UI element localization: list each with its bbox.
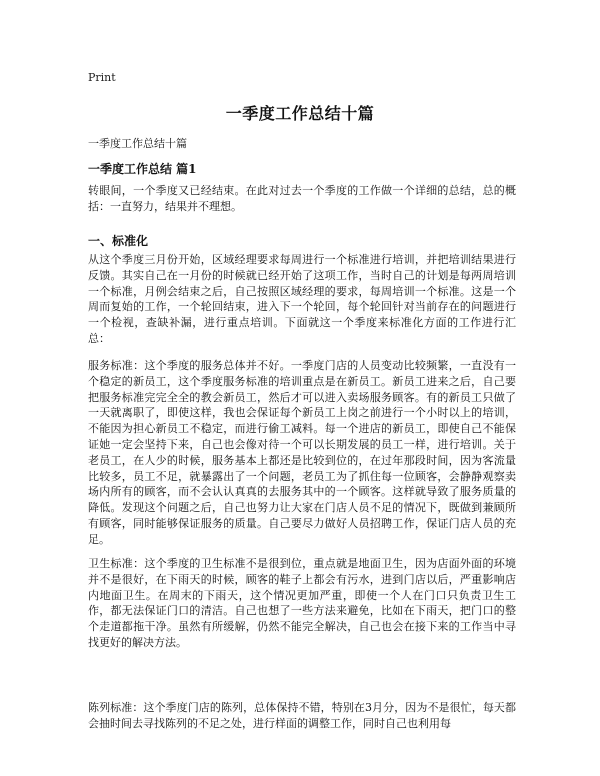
paragraph-intro: 转眼间，一个季度又已经结束。在此对过去一个季度的工作做一个详细的总结，总的概括：一直努力，结果并不理想。 <box>88 184 516 213</box>
document-subtitle: 一季度工作总结十篇 <box>88 137 187 150</box>
page-title: 一季度工作总结十篇 <box>225 104 375 123</box>
paragraph-display-standard: 陈列标准：这个季度门店的陈列，总体保持不错，特别在3月分，因为不是很忙，每天都会抽时间去寻找陈列的不足之处，进行样面的调整工作，同时自己也利用每 <box>88 701 516 730</box>
paragraph-service-standard: 服务标准：这个季度的服务总体并不好。一季度门店的人员变动比较频繁，一直没有一个稳定的新员工，这个季度服务标准的培训重点是在新员工。新员工进来之后，自己要把服务标准完完全全的教会新员工，然后才可以进入卖场服务顾客。有的新员工只做了一天就离职了，即使这样，我也会保证每个新员工上岗之前进行一个小时以上的培训，不能因为担心新员工不稳定，而进行偷工减料。每一个进店的新员工，即使自己不能保证她一定会坚持下来，自己也会像对待一个可以长期发展的员工一样，进行培训。关于老员工，在人少的时候，服务基本上都还是比较到位的，在过年那段时间，因为客流量比较多，员工不足，就暴露出了一个问题，老员工为了抓住每一位顾客，会静静观察卖场内所有的顾客，而不会认认真真的去服务其中的一个顾客。这样就导致了服务质量的 降低。发现这个问题之后，自己也努力让大家在门店人员不足的情况下，既做到兼顾所有顾客，同时能够保证服务的质量。自己要尽力做好人员招聘工作，保证门店人员的充足。 <box>88 359 516 546</box>
print-label[interactable]: Print <box>88 71 116 84</box>
paragraph-hygiene-standard: 卫生标准：这个季度的卫生标准不是很到位，重点就是地面卫生，因为店面外面的环境并不是很好，在下雨天的时候，顾客的鞋子上都会有污水，进到门店以后，严重影响店内地面卫生。在周末的下雨天，这个情况更加严重，即使一个人在门口只负责卫生工作，都无法保证门口的清洁。自己也想了一些方法来避免，比如在下雨天，把门口的整个走道都拖干净。虽然有所缓解，仍然不能完全解决，自己也会在接下来的工作当中寻找更好的解决方法。 <box>88 557 516 649</box>
article-heading: 一季度工作总结 篇1 <box>88 162 197 176</box>
paragraph-standardization: 从这个季度三月份开始，区域经理要求每周进行一个标准进行培训，并把培训结果进行反馈。其实自己在一月份的时候就已经开始了这项工作，当时自己的计划是每两周培训一个标准，月例会结束之后，自己按照区域经理的要求，每周培训一个标准。这是一个周而复始的工作，一个轮回结束，进入下一个轮回，每个轮回针对当前存在的问题进行一个检视，查缺补漏，进行重点培训。下面就这一个季度来标准化方面的工作进行汇总： <box>88 253 516 345</box>
section-heading-standardization: 一、标准化 <box>88 234 149 248</box>
